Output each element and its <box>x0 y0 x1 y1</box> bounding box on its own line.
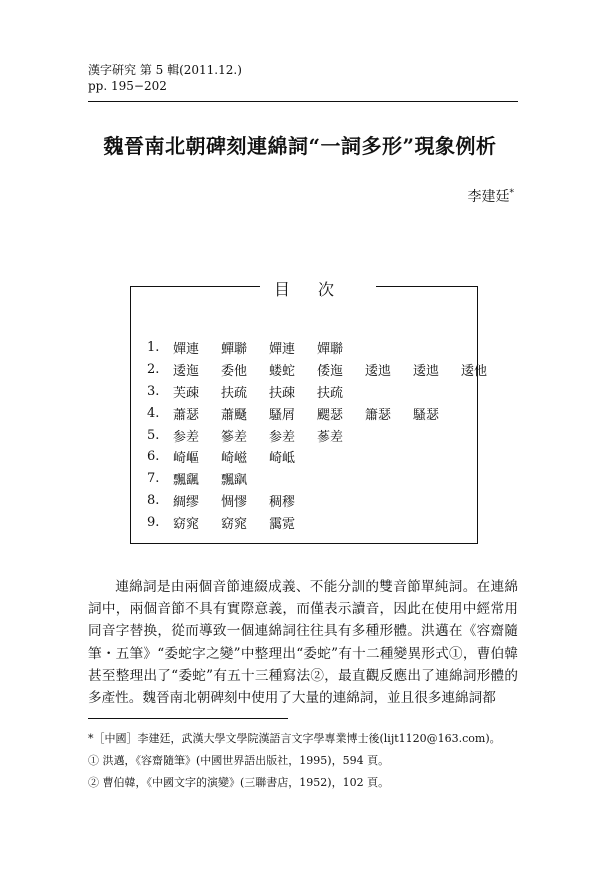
toc-word: 参差 <box>173 429 200 445</box>
toc-row <box>147 381 509 403</box>
toc-word: 崎嶇 <box>173 451 200 467</box>
toc-word: 惆憀 <box>221 494 248 510</box>
table-of-contents <box>130 280 488 544</box>
toc-word: 騷瑟 <box>413 407 440 423</box>
toc-word: 逶迤 <box>173 364 200 380</box>
toc-word: 蕭颾 <box>221 407 248 423</box>
toc-word: 蝼蛇 <box>269 364 296 380</box>
running-head <box>88 62 518 94</box>
toc-word: 参差 <box>269 429 296 445</box>
footnote: ② 曹伯韓，《中國文字的演變》(三聯書店，1952)，102 頁。 <box>88 776 390 789</box>
author-footnote-mark: * <box>509 188 514 199</box>
toc-word: 嬋連 <box>173 342 200 358</box>
body-paragraph: 連綿詞是由兩個音節連綴成義、不能分訓的雙音節單純詞。在連綿詞中，兩個音節不具有實際意義，而僅表示讀音，因此在使用中經常用同音字替换，從而導致一個連綿詞往往具有多種形體。洪邁在《容齋隨筆・五筆》“委蛇字之變”中整理出“委蛇”有十二種變異形式①，曹伯韓甚至整理出了“委蛇”有五十三種寫法②，最直觀反應出了連綿詞形體的多產性。魏晉南北朝碑刻中使用了大量的連綿詞，並且很多連綿詞都 <box>88 579 518 707</box>
toc-number: 1. <box>147 340 160 356</box>
toc-row <box>147 511 509 533</box>
toc-word: 篸差 <box>221 429 248 445</box>
footnote: ① 洪邁，《容齋隨筆》(中國世界語出版社，1995)，594 頁。 <box>88 754 390 767</box>
toc-word: 逶迆 <box>413 364 440 380</box>
toc-row <box>147 424 509 446</box>
footnote: *［中國］李建廷，武漢大學文學院漢語言文字學專業博士後(lijt1120@163.com)。 <box>88 732 501 745</box>
author <box>468 186 515 206</box>
toc-list <box>147 337 509 533</box>
footnote-rule <box>88 718 288 719</box>
toc-row <box>147 402 509 424</box>
toc-word: 蕭瑟 <box>173 407 200 423</box>
toc-word: 颸瑟 <box>317 407 344 423</box>
toc-word: 逶他 <box>461 364 488 380</box>
page-range: pp. 195−202 <box>88 79 167 93</box>
toc-word: 靄霓 <box>269 516 296 532</box>
toc-word: 嬋聯 <box>317 342 344 358</box>
toc-word: 扶疎 <box>269 385 296 401</box>
toc-word: 倭迤 <box>317 364 344 380</box>
toc-number: 6. <box>147 449 160 465</box>
toc-number: 4. <box>147 405 160 421</box>
toc-word: 窈窕 <box>221 516 248 532</box>
toc-number: 8. <box>147 492 160 508</box>
toc-word: 芙疎 <box>173 385 200 401</box>
author-name: 李建廷 <box>467 189 510 205</box>
footnotes <box>88 728 528 794</box>
toc-word: 委他 <box>221 364 248 380</box>
paper-title: 魏晉南北朝碑刻連綿詞“一詞多形”現象例析 <box>103 134 497 158</box>
toc-number: 9. <box>147 514 160 530</box>
toc-word: 蟬聯 <box>221 342 248 358</box>
toc-number: 5. <box>147 427 160 443</box>
toc-number: 3. <box>147 383 160 399</box>
toc-word: 逶迆 <box>365 364 392 380</box>
toc-number: 7. <box>147 471 160 487</box>
toc-word: 綢缪 <box>173 494 200 510</box>
toc-word: 簫瑟 <box>365 407 392 423</box>
toc-row <box>147 490 509 512</box>
toc-row <box>147 359 509 381</box>
toc-row <box>147 337 509 359</box>
journal-info: 漢字硏究 第 5 輯(2011.12.) <box>88 63 242 77</box>
toc-word: 扶疏 <box>317 385 344 401</box>
toc-word: 蔘差 <box>317 429 344 445</box>
toc-word: 崎岻 <box>269 451 296 467</box>
toc-word: 稠穋 <box>269 494 296 510</box>
toc-word: 飄颻 <box>173 473 200 489</box>
toc-heading: 目次 <box>131 277 477 300</box>
toc-word: 窈窕 <box>173 516 200 532</box>
toc-word: 嬋連 <box>269 342 296 358</box>
toc-row <box>147 446 509 468</box>
toc-word: 扶疏 <box>221 385 248 401</box>
toc-word: 騷屑 <box>269 407 296 423</box>
toc-row <box>147 468 509 490</box>
toc-word: 崎嵫 <box>221 451 248 467</box>
toc-number: 2. <box>147 362 160 378</box>
toc-word: 飄飖 <box>221 473 248 489</box>
header-rule <box>88 101 518 102</box>
